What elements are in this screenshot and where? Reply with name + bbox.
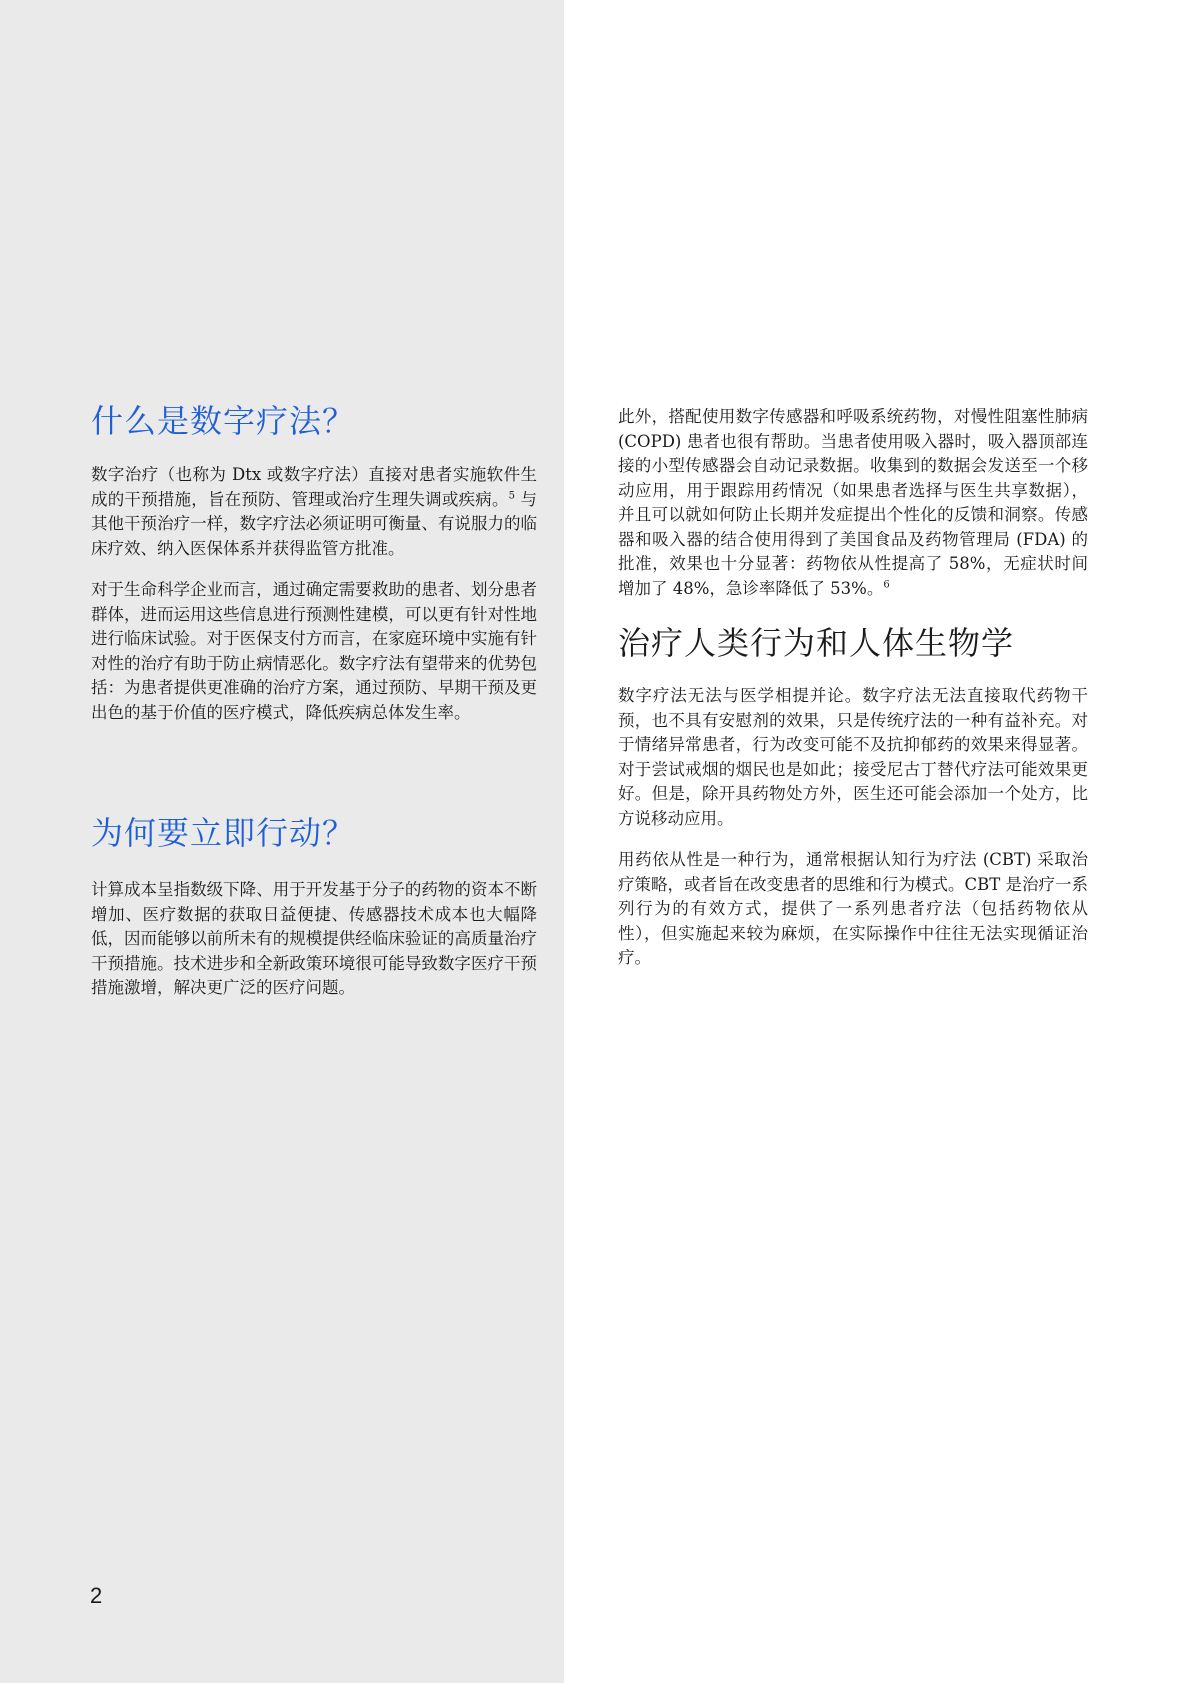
paragraph	[618, 405, 1088, 601]
footnote-ref[interactable]: 5	[508, 490, 516, 501]
paragraph-text: 数字治疗（也称为 Dtx 或数字疗法）直接对患者实施软件生成的干预措施，旨在预防、管理或治疗生理失调或疾病。	[91, 465, 537, 509]
paragraph-text: 与其他干预治疗一样，数字疗法必须证明可衡量、有说服力的临床疗效、纳入医保体系并获得监管方批准。	[91, 489, 537, 558]
section-heading: 为何要立即行动？	[91, 814, 356, 852]
paragraph-text: 此外，搭配使用数字传感器和呼吸系统药物，对慢性阻塞性肺病 (COPD) 患者也很有帮助。当患者使用吸入器时，吸入器顶部连接的小型传感器会自动记录数据。收集到的数据会发送至一个移动应用，用于跟踪用药情况（如果患者选择与医生共享数据），并且可以就如何防止长期并发症提出个性化的反馈和洞察。传感器和吸入器的结合使用得到了美国食品及药物管理局 (FDA) 的批准，效果也十分显著：药物依从性提高了 58%，无症状时间增加了 48%，急诊率降低了 53%。	[618, 407, 1088, 598]
paragraph	[91, 463, 537, 561]
paragraph: 对于生命科学企业而言，通过确定需要救助的患者、划分患者群体，进而运用这些信息进行预测性建模，可以更有针对性地进行临床试验。对于医保支付方而言，在家庭环境中实施有针对性的治疗有助于防止病情恶化。数字疗法有望带来的优势包括：为患者提供更准确的治疗方案，通过预防、早期干预及更出色的基于价值的医疗模式，降低疾病总体发生率。	[91, 580, 537, 722]
right-column	[618, 405, 1088, 971]
paragraph: 数字疗法无法与医学相提并论。数字疗法无法直接取代药物干预，也不具有安慰剂的效果，只是传统疗法的一种有益补充。对于情绪异常患者，行为改变可能不及抗抑郁药的效果来得显著。对于尝试戒烟的烟民也是如此；接受尼古丁替代疗法可能效果更好。但是，除开具药物处方外，医生还可能会添加一个处方，比方说移动应用。	[618, 686, 1088, 828]
page-number: 2	[90, 1583, 103, 1608]
paragraph: 用药依从性是一种行为，通常根据认知行为疗法 (CBT) 采取治疗策略，或者旨在改变患者的思维和行为模式。CBT 是治疗一系列行为的有效方式，提供了一系列患者疗法（包括药物依从性），但实施起来较为麻烦，在实际操作中往往无法实现循证治疗。	[618, 850, 1089, 967]
section-heading: 什么是数字疗法？	[91, 402, 356, 440]
section-why-act-now	[91, 813, 537, 1001]
footnote-ref[interactable]: 6	[883, 579, 890, 590]
section-what-is-digital-therapeutics	[91, 401, 537, 725]
paragraph: 计算成本呈指数级下降、用于开发基于分子的药物的资本不断增加、医疗数据的获取日益便捷、传感器技术成本也大幅降低，因而能够以前所未有的规模提供经临床验证的高质量治疗干预措施。技术进步和全新政策环境很可能导致数字医疗干预措施激增，解决更广泛的医疗问题。	[91, 880, 537, 997]
section-heading: 治疗人类行为和人体生物学	[618, 624, 1015, 662]
